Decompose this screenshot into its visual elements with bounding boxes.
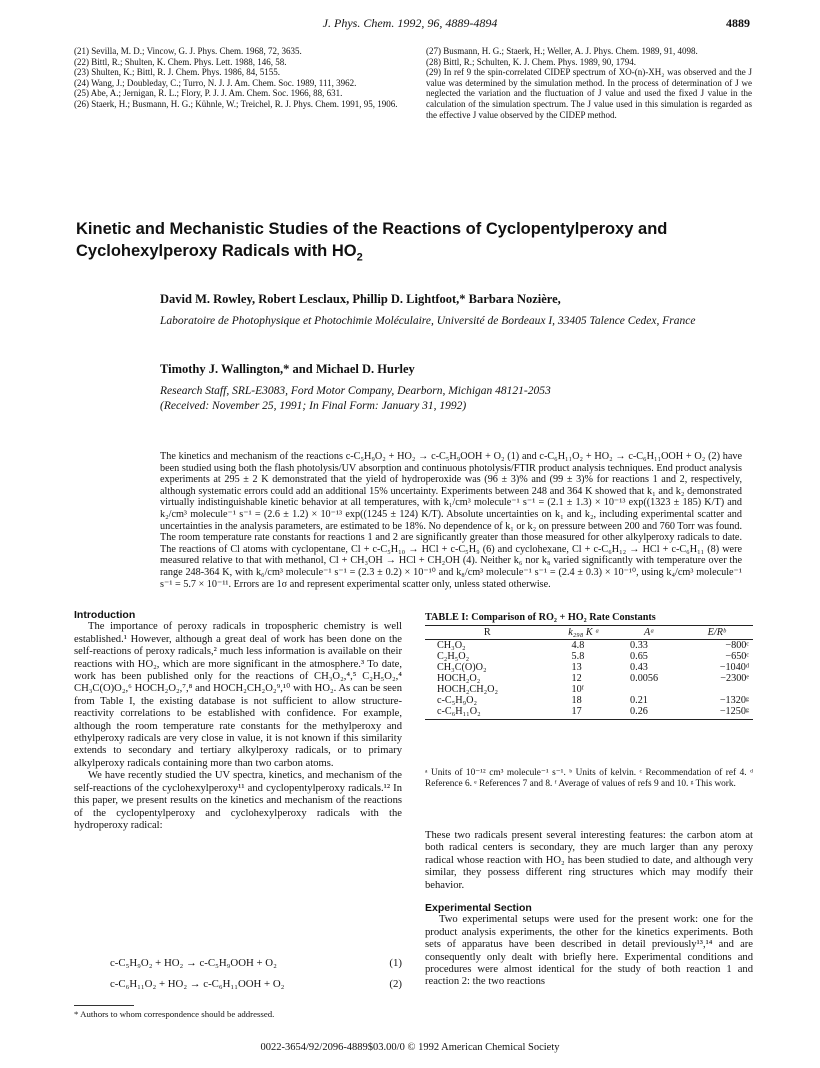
table-row [425,706,753,720]
table-row [425,662,753,673]
table-cell: 0.0056 [630,673,659,684]
journal-citation: J. Phys. Chem. 1992, 96, 4889-4894 [322,16,498,30]
rate-constants-table [425,625,753,720]
table-cell: 10ᶠ [571,684,584,695]
table-cell: −1320ᵍ [719,695,749,706]
references-right [426,46,752,120]
table-cell: 5.8 [571,651,585,662]
reference-item: (26) Staerk, H.; Busmann, H. G.; Kühnle, W.; Treichel, R. J. Phys. Chem. 1991, 95, 1906. [74,98,398,109]
correspondence-footnote: * Authors to whom correspondence should be addressed. [74,1009,275,1019]
table-header-cell: k₂₉₈ K ᵃ [550,626,619,640]
article-title [76,218,716,268]
table-cell: −2300ᵉ [720,673,749,684]
reference-item: (22) Bittl, R.; Shulten, K. Chem. Phys. Lett. 1988, 146, 58. [74,56,287,67]
table-cell: 0.21 [630,695,648,706]
table-cell: 0.26 [618,706,680,720]
table-cell: 4.8 [571,640,585,651]
equation-1-text: c-C₅H₉O₂ + HO₂ → c-C₅H₉OOH + O₂ [110,957,277,969]
table-cell: 13 [571,662,582,673]
table-cell [618,684,680,695]
reference-item: (29) In ref 9 the spin-correlated CIDEP spectrum of XO-(n)-XH₂ was observed and the J value was determined by the simulation method. In the process of determination of J we neglected the variation and the fluctuation of J value and used the fixed J value in the calculation of the simulation spectrum. The J value used in this simulation is regarded as the effective J value observed by the CIDEP method. [426,67,752,120]
introduction-heading: Introduction [74,609,136,621]
abstract: The kinetics and mechanism of the reactions c-C₅H₉O₂ + HO₂ → c-C₅H₉OOH + O₂ (1) and c-C₆H₁₁O₂ + HO₂ → c-C₆H₁₁OOH + O₂ (2) have been studied using both the flash photolysis/UV absorption and continuous photolysis/FTIR product analysis techniques. End product analysis experiments at 295 ± 2 K demonstrated that the yield of hydroperoxide was (96 ± 3)% and (99 ± 3)% for reactions 1 and 2, respectively, although systematic errors could add an additional 15% uncertainty. Experiments between 248 and 364 K showed that k₁ and k₂ demonstrated virtually indistinguishable kinetic behavior at all temperatures, with k₁/cm³ molecule⁻¹ s⁻¹ = (2.1 ± 1.3) × 10⁻¹³ exp((1323 ± 185) K/T) and k₂/cm³ molecule⁻¹ s⁻¹ = (2.6 ± 1.2) × 10⁻¹³ exp((1245 ± 124) K/T). Absolute uncertainties on k₁ and k₂, including experimental scatter and uncertainties in the analysis parameters, are estimated to be 18%. No dependence of k₁ or k₂ on pressure between 200 and 760 Torr was found. The room temperature rate constants for reactions 1 and 2 are significantly greater than those measured for other alkylperoxy radicals to date. The reactions of Cl atoms with cyclopentane, Cl + c-C₅H₁₀ → HCl + c-C₅H₉ (6) and cyclohexane, Cl + c-C₆H₁₂ → HCl + c-C₆H₁₁ (8) were measured relative to that with methanol, Cl + CH₃OH → HCl + CH₂OH (4). Neither k₆ nor k₈ varied significantly with temperature over the range 248-364 K, with k₆/cm³ molecule⁻¹ s⁻¹ = (2.3 ± 0.2) × 10⁻¹⁰ and k₈/cm³ molecule⁻¹ s⁻¹ = (2.4 ± 0.3) × 10⁻¹⁰, using k₄/cm³ molecule⁻¹ s⁻¹ = 5.7 × 10⁻¹¹. Errors are 1σ and represent experimental scatter only, unless stated otherwise. [160,451,742,590]
table-cell: −800ᶜ [725,640,749,651]
reference-item: (24) Wang, J.; Doubleday, C.; Turro, N. J. J. Am. Chem. Soc. 1989, 111, 3962. [74,77,357,88]
reference-item: (25) Abe, A.; Jernigan, R. L.; Flory, P. J. J. Am. Chem. Soc. 1966, 88, 631. [74,88,343,99]
title-subscript: 2 [356,251,363,264]
reference-item: (28) Bittl, R.; Schulten, K. J. Chem. Phys. 1989, 90, 1794. [426,56,637,67]
table-row [425,684,753,695]
footnote-divider [74,1005,134,1006]
table-header-cell: E/Rᵇ [680,626,753,640]
table-header-cell: Aᵃ [618,626,680,640]
equation-1-number: (1) [389,957,402,969]
equation-2-text: c-C₆H₁₁O₂ + HO₂ → c-C₆H₁₁OOH + O₂ [110,978,285,990]
title-line-1: Kinetic and Mechanistic Studies of the Reactions of Cyclopentylperoxy and [76,220,668,238]
reference-item: (27) Busmann, H. G.; Staerk, H.; Weller, A. J. Phys. Chem. 1989, 91, 4098. [426,46,698,56]
table-cell: CH₃O₂ [437,640,466,651]
author-list-2: Timothy J. Wallington,* and Michael D. Hurley [160,362,415,376]
table-row [425,695,753,706]
intro-paragraph-2: We have recently studied the UV spectra, kinetics, and mechanism of the self-reactions of the cyclohexylperoxy¹¹ and cyclopentylperoxy radicals.¹² In this paper, we present results on the kinetics and mechanism of the reactions of the cyclopentylperoxy and cyclohexylperoxy radicals with the hydroperoxy radical: [74,770,402,831]
title-line-2 [76,240,716,268]
table-row [425,651,753,662]
table-cell: HOCH₂O₂ [437,673,481,684]
equation-1 [110,957,402,969]
experimental-paragraph-1: Two experimental setups were used for the present work: one for the product analysis experiments, the other for the kinetics experiments. Both sets of apparatus have been described in detail previously¹³,¹⁴ and are consequently only dealt with briefly here. Experimental conditions and procedures were almost identical for the study of both reaction 1 and reaction 2: the two reactions [425,914,753,988]
reference-item: (21) Sevilla, M. D.; Vincow, G. J. Phys. Chem. 1968, 72, 3635. [74,46,302,56]
copyright-line: 0022-3654/92/2096-4889$03.00/0 © 1992 American Chemical Society [260,1042,560,1053]
table-row [425,673,753,684]
equation-2-number: (2) [389,978,402,990]
right-column [425,830,753,989]
table-cell: C₂H₅O₂ [437,651,470,662]
table-header-row [425,626,753,640]
table-row [425,640,753,652]
table-cell: −650ᶜ [725,651,749,662]
page-number: 4889 [726,16,750,30]
table-notes: ᵃ Units of 10⁻¹² cm³ molecule⁻¹ s⁻¹. ᵇ Units of kelvin. ᶜ Recommendation of ref 4. ᵈ Reference 6. ᵉ References 7 and 8. ᶠ Average of values of refs 9 and 10. ᵍ This work. [425,768,753,789]
affiliation-1: Laboratoire de Photophysique et Photochimie Moléculaire, Université de Bordeaux I, 33405 Talence Cedex, France [160,315,696,327]
table-cell: c-C₅H₉O₂ [437,695,478,706]
author-list-1: David M. Rowley, Robert Lesclaux, Phillip D. Lightfoot,* Barbara Nozière, [160,292,561,306]
reference-item: (23) Shulten, K.; Bittl, R. J. Chem. Phys. 1986, 84, 5155. [74,67,281,78]
affiliation-2: Research Staff, SRL-E3083, Ford Motor Company, Dearborn, Michigan 48121-2053 [160,385,551,397]
table-cell: c-C₆H₁₁O₂ [425,706,550,720]
table-cell: 18 [571,695,582,706]
table-cell: −1040ᵈ [719,662,749,673]
references-left [74,46,400,110]
equation-2 [110,978,402,990]
received-dates: (Received: November 25, 1991; In Final Form: January 31, 1992) [160,400,467,412]
table-cell: 0.65 [630,651,648,662]
table-cell: −1250ᵍ [680,706,753,720]
table-cell: 0.43 [630,662,648,673]
table-cell: 12 [571,673,582,684]
table-cell [680,684,753,695]
title-line-2-text: Cyclohexylperoxy Radicals with HO [76,242,357,260]
table-cell: CH₃C(O)O₂ [437,662,487,673]
intro-paragraph-1: The importance of peroxy radicals in tropospheric chemistry is well established.¹ However, although a great deal of work has been done on the self-reactions of peroxy radicals,² much less information is available on their reactions with HO₂, which are more significant in the atmosphere.³ To date, work has been published only for the reactions of CH₃O₂,⁴,⁵ C₂H₅O₂,⁴ CH₃C(O)O₂,⁶ HOCH₂O₂,⁷,⁸ and HOCH₂CH₂O₂⁹,¹⁰ with HO₂. As can be seen from Table I, the existing database is not sufficient to allow structure-reactivity correlations to be established with confidence. For example, although the room temperature rate constants for the methylperoxy and ethylperoxy radicals are very close in value, it is not known if this similarity extends to secondary and tertiary alkylperoxy radicals, or to primary alkylperoxy radicals containing more than two carbon atoms. [74,621,402,769]
running-head [0,16,820,32]
table-caption: TABLE I: Comparison of RO₂ + HO₂ Rate Constants [425,612,656,623]
table-header-cell: R [425,626,550,640]
right-paragraph-1: These two radicals present several interesting features: the carbon atom at both radical centers is secondary, they are much larger than any peroxy radical whose reaction with HO₂ has been studied to date, and although very similar, they possess different ring structures which may modify their behavior. [425,830,753,891]
table-cell: 0.33 [630,640,648,651]
left-column [74,609,402,832]
experimental-heading: Experimental Section [425,902,532,915]
table-cell: 17 [550,706,619,720]
table-cell: HOCH₂CH₂O₂ [437,684,499,695]
